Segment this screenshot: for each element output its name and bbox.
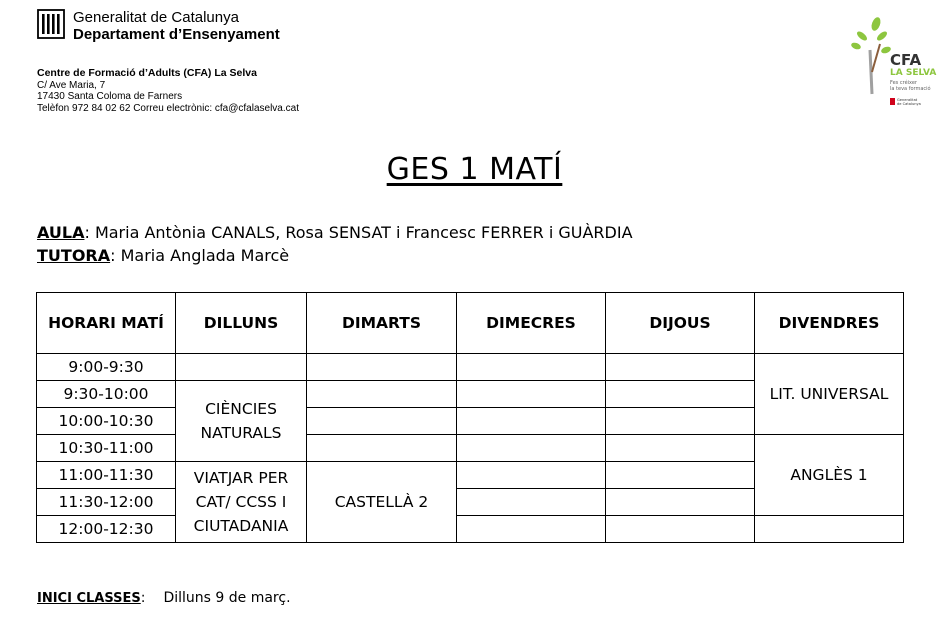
tutora-label: TUTORA	[37, 246, 111, 265]
table-row	[37, 516, 904, 543]
staff-info	[37, 221, 633, 267]
time-slot: 12:00-12:30	[37, 516, 176, 543]
empty-cell	[606, 489, 755, 516]
centre-address: C/ Ave Maria, 7	[37, 79, 106, 91]
schedule-table	[36, 292, 904, 543]
cfa-logo-gen2: de Catalunya	[897, 102, 921, 106]
empty-cell	[176, 354, 307, 381]
header-horari: HORARI MATÍ	[37, 293, 176, 354]
start-date-colon: :	[140, 590, 146, 606]
table-row	[37, 435, 904, 462]
header-dijous: DIJOUS	[606, 293, 755, 354]
centre-info	[37, 68, 299, 114]
empty-cell	[307, 354, 457, 381]
cfa-logo-icon	[850, 14, 944, 114]
page-title: GES 1 MATÍ	[386, 152, 563, 187]
empty-cell	[457, 516, 606, 543]
empty-cell	[457, 354, 606, 381]
schedule-header-row	[37, 293, 904, 354]
header-divendres: DIVENDRES	[755, 293, 904, 354]
cfa-logo-tagline2: la teva formació	[890, 86, 931, 92]
empty-cell	[457, 435, 606, 462]
cfa-logo-tagline1: Fes créixer	[890, 80, 917, 86]
centre-name: Centre de Formació d’Adults (CFA) La Selva	[37, 67, 257, 79]
empty-cell	[307, 381, 457, 408]
aula-value: : Maria Antònia CANALS, Rosa SENSAT i Francesc FERRER i GUÀRDIA	[84, 223, 633, 242]
time-slot: 10:00-10:30	[37, 408, 176, 435]
start-date-info	[37, 590, 291, 606]
department-name: Departament d’Ensenyament	[73, 26, 280, 43]
time-slot: 9:00-9:30	[37, 354, 176, 381]
centre-contact: Telèfon 972 84 02 62 Correu electrònic: cfa@cfalaselva.cat	[37, 102, 299, 114]
start-date-value: Dilluns 9 de març.	[163, 590, 291, 606]
empty-cell	[606, 381, 755, 408]
aula-label: AULA	[37, 223, 85, 242]
cfa-logo-brand: CFA	[890, 51, 922, 69]
start-date-label: INICI CLASSES	[37, 591, 141, 606]
time-slot: 11:00-11:30	[37, 462, 176, 489]
generalitat-name: Generalitat de Catalunya	[73, 9, 239, 26]
empty-cell	[457, 408, 606, 435]
centre-city: 17430 Santa Coloma de Farners	[37, 91, 183, 102]
department-header	[37, 9, 280, 43]
empty-cell	[606, 354, 755, 381]
empty-cell	[307, 408, 457, 435]
cfa-logo-sub: LA SELVA	[890, 68, 937, 78]
class-angles-1: ANGLÈS 1	[755, 435, 904, 516]
cfa-logo-gen1: Generalitat	[897, 98, 918, 102]
class-lit-universal: LIT. UNIVERSAL	[755, 354, 904, 435]
time-slot: 10:30-11:00	[37, 435, 176, 462]
empty-cell	[606, 408, 755, 435]
header-dimarts: DIMARTS	[307, 293, 457, 354]
class-castella-2: CASTELLÀ 2	[307, 462, 457, 543]
tutora-value: : Maria Anglada Marcè	[110, 246, 290, 265]
time-slot: 9:30-10:00	[37, 381, 176, 408]
empty-cell	[457, 381, 606, 408]
class-viatjar-per-cat: VIATJAR PER CAT/ CCSS I CIUTADANIA	[176, 462, 307, 543]
generalitat-logo-icon	[37, 9, 65, 39]
empty-cell	[606, 516, 755, 543]
empty-cell	[307, 435, 457, 462]
table-row	[37, 354, 904, 381]
empty-cell	[457, 462, 606, 489]
empty-cell	[457, 489, 606, 516]
empty-cell	[755, 516, 904, 543]
header-dimecres: DIMECRES	[457, 293, 606, 354]
class-ciencies-naturals: CIÈNCIES NATURALS	[176, 381, 307, 462]
header-dilluns: DILLUNS	[176, 293, 307, 354]
time-slot: 11:30-12:00	[37, 489, 176, 516]
empty-cell	[606, 462, 755, 489]
empty-cell	[606, 435, 755, 462]
